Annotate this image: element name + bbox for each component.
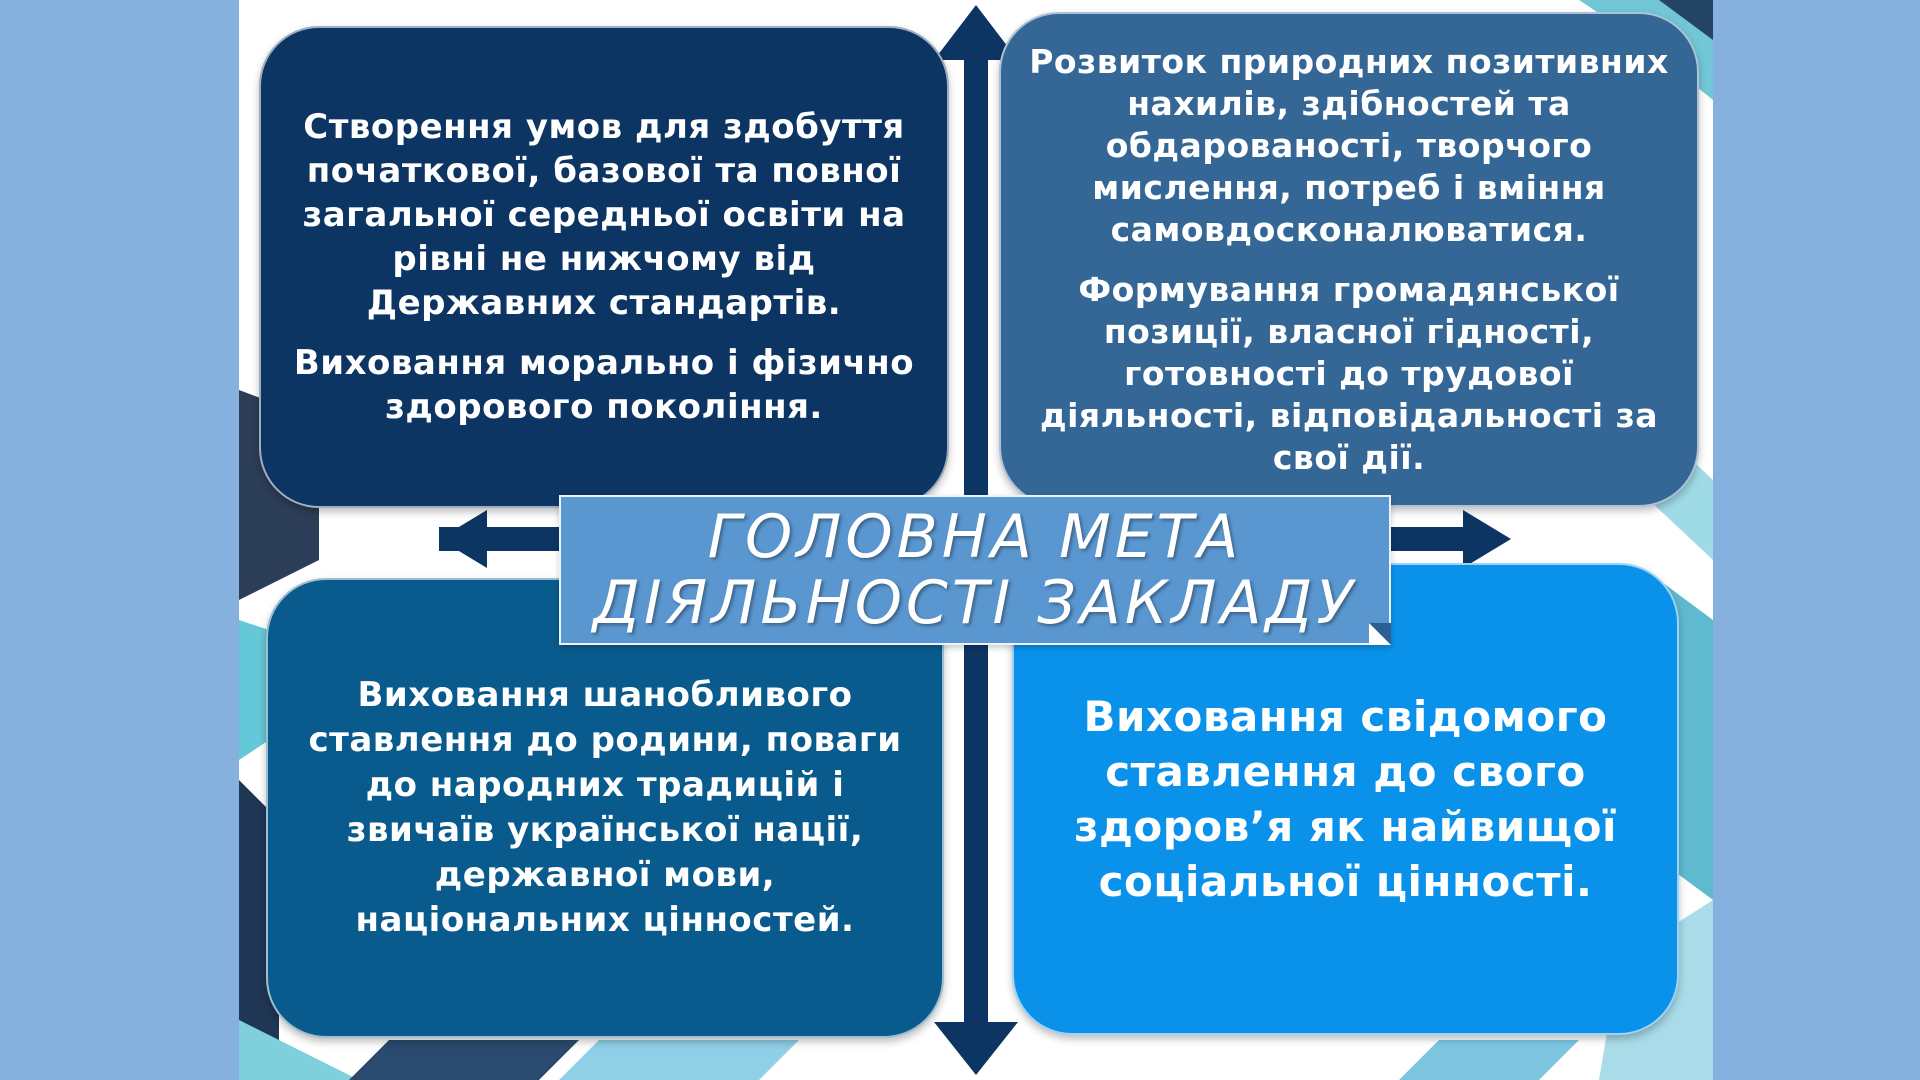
center-title-banner [559,495,1391,645]
goal-text-education-conditions: Створення умов для здобуття початкової, базової та повної загальної середньої освіти на рівні не нижчому від Державних стандартів. [302,107,906,323]
arrow-down-head [934,1022,1018,1075]
arrow-left-head [439,510,487,568]
goal-text-healthy-generation: Виховання морально і фізично здорового покоління. [293,343,915,427]
goal-box-bottom-left [266,578,944,1038]
arrow-right-head [1463,510,1511,568]
goal-box-top-left [259,26,949,508]
banner-fold-corner [1369,623,1391,645]
goal-box-top-right [999,12,1699,507]
center-title-line1: ГОЛОВНА МЕТА [707,502,1243,572]
center-title-line2: ДІЯЛЬНОСТІ ЗАКЛАДУ [593,568,1357,638]
goal-text-civic-position: Формування громадянської позиції, власної гідності, готовності до трудової діяльності, відповідальності за свої дії. [1039,269,1659,477]
slide [239,0,1713,1080]
goal-text-health-awareness: Виховання свідомого ставлення до свого здоров’я як найвищої соціальної цінності. [1074,692,1617,906]
goal-text-natural-talents: Розвиток природних позитивних нахилів, здібностей та обдарованості, творчого мислення, потреб і вміння самовдосконалюватися. [1029,41,1669,249]
goal-text-respect-traditions: Виховання шанобливого ставлення до родини, поваги до народних традицій і звичаїв української нації, державної мови, національних цінностей. [308,675,902,940]
